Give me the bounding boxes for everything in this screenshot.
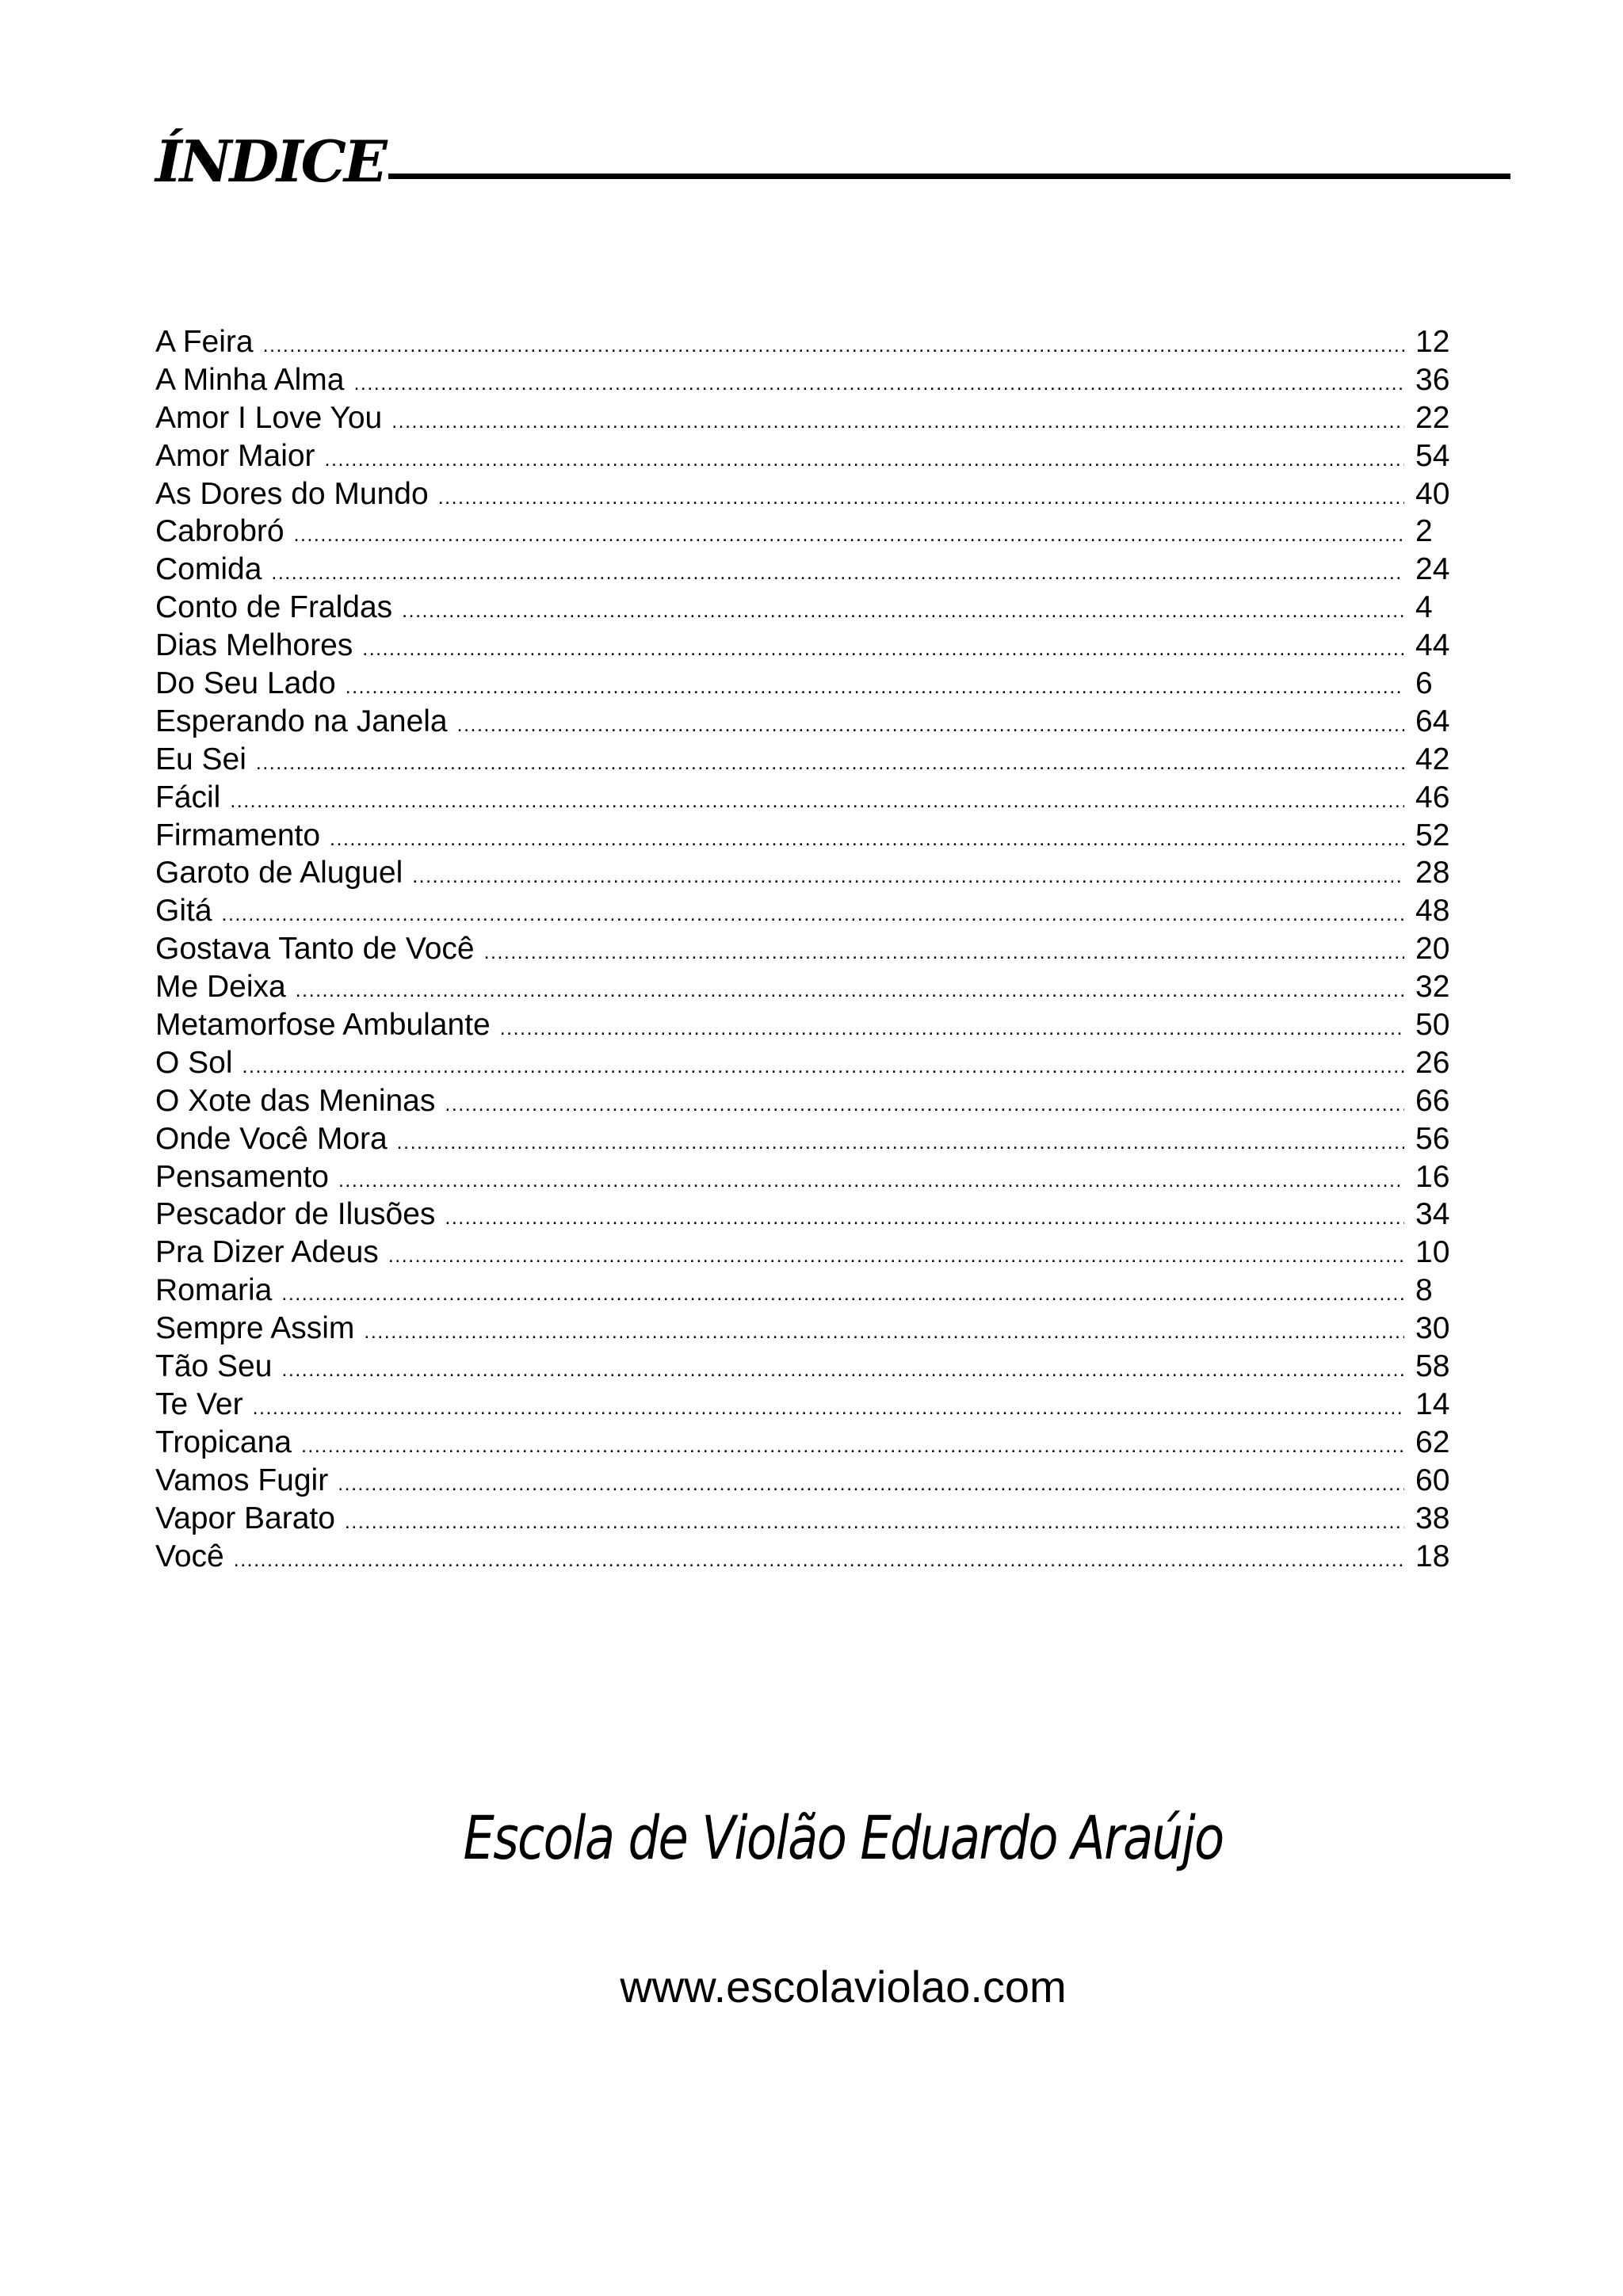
dot-leader	[301, 1428, 1404, 1466]
toc-entry-page: 54	[1415, 438, 1450, 473]
toc-entry-title: As Dores do Mundo	[155, 476, 429, 511]
toc-entry-page: 62	[1415, 1425, 1450, 1459]
toc-entry	[155, 930, 1463, 968]
dot-leader	[294, 517, 1404, 555]
dot-leader	[325, 441, 1404, 479]
dot-leader	[296, 972, 1404, 1010]
toc-entry-page: 56	[1415, 1121, 1450, 1156]
toc-entry	[155, 1272, 1463, 1310]
toc-entry-title: Onde Você Mora	[155, 1121, 388, 1156]
page-title: ÍNDICE	[155, 128, 385, 195]
dot-leader	[242, 1048, 1404, 1086]
dot-leader	[397, 1124, 1404, 1162]
toc-entry-title: Pescador de Ilusões	[155, 1197, 436, 1232]
toc-entry-title: Eu Sei	[155, 742, 246, 776]
dot-leader	[362, 631, 1404, 669]
toc-entry-title: Vamos Fugir	[155, 1463, 329, 1497]
website-text: www.escolaviolao.com	[620, 1962, 1067, 2012]
toc-entry	[155, 361, 1463, 399]
toc-entry-title: Do Seu Lado	[155, 666, 336, 701]
toc-entry-page: 52	[1415, 818, 1450, 852]
toc-entry	[155, 892, 1463, 930]
dot-leader	[271, 555, 1404, 593]
toc-entry-page: 66	[1415, 1083, 1450, 1118]
dot-leader	[256, 745, 1404, 783]
title-underline	[388, 174, 1510, 179]
toc-entry-title: Romaria	[155, 1273, 273, 1308]
toc-entry	[155, 779, 1463, 817]
toc-entry-title: Vapor Barato	[155, 1501, 335, 1535]
dot-leader	[330, 821, 1404, 859]
toc-entry-title: Tão Seu	[155, 1349, 273, 1384]
toc-entry-page: 36	[1415, 362, 1450, 397]
dot-leader	[402, 593, 1404, 631]
toc-entry-page: 30	[1415, 1311, 1450, 1346]
toc-entry-page: 14	[1415, 1386, 1450, 1421]
toc-entry	[155, 1310, 1463, 1348]
dot-leader	[412, 858, 1404, 896]
toc-entry	[155, 741, 1463, 779]
toc-entry-page: 4	[1415, 590, 1433, 625]
dot-leader	[281, 1352, 1404, 1390]
toc-entry-page: 50	[1415, 1008, 1450, 1043]
toc-entry	[155, 437, 1463, 475]
toc-entry-title: Metamorfose Ambulante	[155, 1008, 491, 1043]
dot-leader	[345, 1504, 1404, 1542]
toc-entry	[155, 1386, 1463, 1424]
dot-leader	[388, 1238, 1404, 1276]
toc-entry-title: Conto de Fraldas	[155, 590, 393, 625]
toc-entry	[155, 1500, 1463, 1538]
toc-entry-title: Pensamento	[155, 1159, 329, 1194]
toc-entry-page: 44	[1415, 628, 1450, 663]
table-of-contents	[155, 323, 1463, 1575]
dot-leader	[364, 1314, 1404, 1352]
dot-leader	[230, 783, 1404, 821]
toc-entry	[155, 627, 1463, 665]
dot-leader	[438, 479, 1404, 517]
toc-entry	[155, 1044, 1463, 1082]
toc-entry	[155, 475, 1463, 513]
toc-entry	[155, 1120, 1463, 1158]
dot-leader	[391, 403, 1404, 441]
dot-leader	[263, 327, 1404, 365]
dot-leader	[445, 1199, 1404, 1238]
toc-entry	[155, 1462, 1463, 1500]
toc-entry-title: Te Ver	[155, 1386, 243, 1421]
toc-entry-title: O Sol	[155, 1045, 233, 1080]
toc-entry-page: 2	[1415, 514, 1433, 549]
toc-entry-page: 16	[1415, 1159, 1450, 1194]
toc-entry-page: 42	[1415, 742, 1450, 776]
toc-entry-page: 8	[1415, 1273, 1433, 1308]
toc-entry-title: Você	[155, 1539, 224, 1573]
dot-leader	[234, 1542, 1404, 1580]
toc-entry-title: Garoto de Aluguel	[155, 856, 403, 891]
toc-entry	[155, 1348, 1463, 1386]
toc-entry-title: Sempre Assim	[155, 1311, 355, 1346]
toc-entry-page: 46	[1415, 780, 1450, 814]
dot-leader	[253, 1390, 1404, 1428]
toc-entry-title: O Xote das Meninas	[155, 1083, 436, 1118]
toc-entry-page: 22	[1415, 400, 1450, 435]
toc-entry-page: 12	[1415, 325, 1450, 359]
toc-entry-page: 64	[1415, 704, 1450, 738]
dot-leader	[445, 1086, 1404, 1124]
toc-entry-page: 10	[1415, 1235, 1450, 1270]
dot-leader	[484, 934, 1404, 972]
dot-leader	[222, 896, 1404, 934]
toc-entry-page: 32	[1415, 970, 1450, 1005]
school-name: Escola de Violão Eduardo Araújo	[463, 1802, 1224, 1873]
toc-entry	[155, 1234, 1463, 1272]
toc-entry	[155, 551, 1463, 589]
toc-entry-title: A Feira	[155, 325, 254, 359]
dot-leader	[338, 1162, 1404, 1200]
toc-entry-title: Amor Maior	[155, 438, 315, 473]
toc-entry-title: A Minha Alma	[155, 362, 345, 397]
toc-entry-page: 38	[1415, 1501, 1450, 1535]
dot-leader	[353, 365, 1404, 403]
toc-entry	[155, 513, 1463, 551]
dot-leader	[500, 1010, 1404, 1048]
dot-leader	[346, 669, 1404, 707]
toc-entry-title: Gitá	[155, 894, 212, 929]
toc-entry	[155, 968, 1463, 1006]
toc-entry-page: 60	[1415, 1463, 1450, 1497]
toc-entry	[155, 1424, 1463, 1462]
toc-entry-title: Amor I Love You	[155, 400, 383, 435]
toc-entry-title: Gostava Tanto de Você	[155, 932, 475, 967]
toc-entry-page: 20	[1415, 932, 1450, 967]
toc-entry	[155, 323, 1463, 361]
toc-entry	[155, 1196, 1463, 1234]
toc-entry	[155, 703, 1463, 741]
toc-entry-page: 18	[1415, 1539, 1450, 1573]
toc-entry-page: 34	[1415, 1197, 1450, 1232]
toc-entry-page: 28	[1415, 856, 1450, 891]
toc-entry-title: Cabrobró	[155, 514, 285, 549]
toc-entry-title: Dias Melhores	[155, 628, 353, 663]
toc-entry	[155, 399, 1463, 437]
toc-entry-page: 26	[1415, 1045, 1450, 1080]
toc-entry	[155, 1082, 1463, 1120]
dot-leader	[338, 1466, 1404, 1504]
toc-entry	[155, 1006, 1463, 1044]
toc-entry-page: 58	[1415, 1349, 1450, 1384]
toc-entry-title: Esperando na Janela	[155, 704, 448, 738]
dot-leader	[457, 707, 1404, 745]
toc-entry	[155, 854, 1463, 892]
toc-entry-title: Comida	[155, 552, 262, 587]
toc-entry-page: 6	[1415, 666, 1433, 701]
toc-entry	[155, 1158, 1463, 1196]
toc-entry-page: 24	[1415, 552, 1450, 587]
toc-entry-title: Tropicana	[155, 1425, 292, 1459]
dot-leader	[281, 1276, 1404, 1314]
toc-entry	[155, 589, 1463, 627]
toc-entry-title: Fácil	[155, 780, 221, 814]
toc-entry-page: 48	[1415, 894, 1450, 929]
toc-entry	[155, 665, 1463, 703]
toc-entry	[155, 1538, 1463, 1576]
toc-entry-title: Firmamento	[155, 818, 321, 852]
toc-entry-title: Pra Dizer Adeus	[155, 1235, 379, 1270]
page-header	[155, 111, 1510, 195]
toc-entry	[155, 817, 1463, 855]
toc-entry-title: Me Deixa	[155, 970, 286, 1005]
toc-entry-page: 40	[1415, 476, 1450, 511]
